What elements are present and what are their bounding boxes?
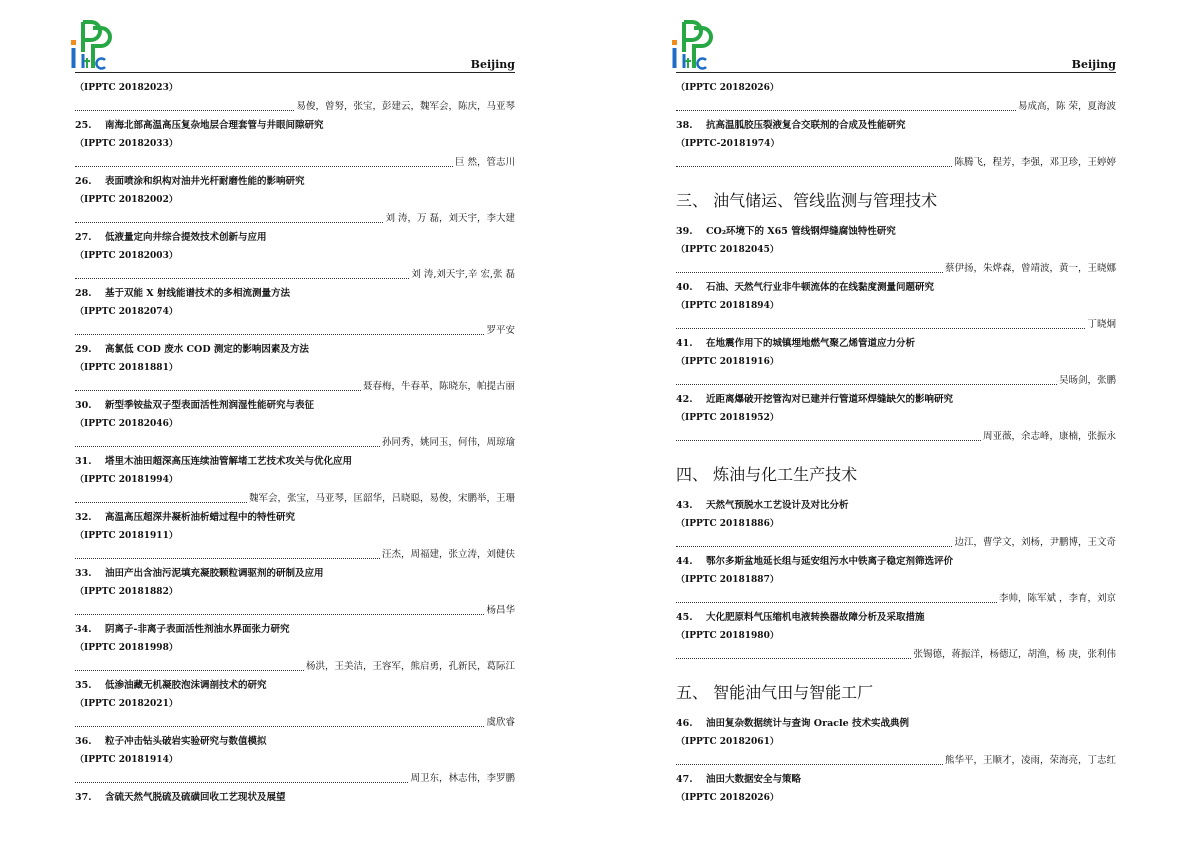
- author-line: [75, 321, 515, 341]
- paper-number: 46.: [676, 718, 693, 729]
- author-line: [75, 153, 515, 173]
- right-page: [676, 0, 1116, 842]
- paper-code: （IPPTC 20181894）: [676, 301, 779, 311]
- paper-code: （IPPTC 20181886）: [676, 519, 779, 529]
- dot-leader: [75, 110, 294, 111]
- paper-code: （IPPTC 20182021）: [75, 699, 178, 709]
- dot-leader: [676, 272, 943, 273]
- paper-title-text: 低液量定向井综合提效技术创新与应用: [105, 232, 267, 243]
- paper-number: 29.: [75, 344, 92, 355]
- left-page: [75, 0, 515, 842]
- author-names: 虞欣睿: [486, 717, 515, 728]
- author-line: [75, 713, 515, 733]
- paper-number: 38.: [676, 120, 693, 131]
- author-names: 边江，曹学文，刘杨，尹鹏博，王文奇: [954, 537, 1116, 548]
- paper-title: [676, 715, 1116, 733]
- paper-title-text: 高温高压超深井凝析油析蜡过程中的特性研究: [105, 512, 296, 523]
- dot-leader: [75, 670, 304, 671]
- author-names: 巨 然，管志川: [454, 157, 515, 168]
- dot-leader: [75, 166, 453, 167]
- paper-code: （IPPTC 20182003）: [75, 251, 178, 261]
- dot-leader: [75, 390, 361, 391]
- header-location: Beijing: [1071, 58, 1116, 71]
- dot-leader: [676, 328, 1085, 329]
- paper-title-text: 油田复杂数据统计与查询 Oracle 技术实战典例: [706, 718, 909, 729]
- author-line: [75, 601, 515, 621]
- paper-title: [676, 771, 1116, 789]
- dot-leader: [676, 440, 981, 441]
- paper-number: 40.: [676, 282, 693, 293]
- author-line: [75, 489, 515, 509]
- paper-number: 47.: [676, 774, 693, 785]
- author-names: 汪杰，周福建，张立涛，刘健伕: [381, 549, 515, 560]
- author-line: [676, 371, 1116, 391]
- author-line: [676, 259, 1116, 279]
- section-heading: 五、 智能油气田与智能工厂: [676, 683, 874, 702]
- author-line: [676, 751, 1116, 771]
- author-names: 杨昌华: [486, 605, 515, 616]
- paper-title: [676, 609, 1116, 627]
- author-names: 李帅，陈军斌 ，李育，刘京: [998, 593, 1116, 604]
- header-location: Beijing: [470, 58, 515, 71]
- author-line: [75, 433, 515, 453]
- paper-code: （IPPTC 20181916）: [676, 357, 779, 367]
- paper-code: （IPPTC 20182074）: [75, 307, 178, 317]
- paper-number: 45.: [676, 612, 693, 623]
- paper-title: [75, 733, 515, 751]
- dot-leader: [676, 110, 1016, 111]
- paper-code: （IPPTC 20181998）: [75, 643, 178, 653]
- paper-title-text: 塔里木油田超深高压连续油管解堵工艺技术攻关与优化应用: [105, 456, 353, 467]
- author-names: 罗平安: [486, 325, 515, 336]
- author-names: 熊华平，王顺才，凌雨，荣海亮，丁志红: [944, 755, 1116, 766]
- paper-title: [75, 621, 515, 639]
- paper-title: [676, 279, 1116, 297]
- dot-leader: [75, 222, 383, 223]
- paper-title-text: 低渗油藏无机凝胶泡沫调剖技术的研究: [105, 680, 267, 691]
- paper-title: [75, 509, 515, 527]
- paper-code: （IPPTC 20181887）: [676, 575, 779, 585]
- dot-leader: [75, 726, 484, 727]
- dot-leader: [75, 782, 408, 783]
- paper-title: [676, 497, 1116, 515]
- author-names: 刘 涛，万 磊，刘天宇，李大建: [385, 213, 515, 224]
- paper-number: 31.: [75, 456, 92, 467]
- paper-code: （IPPTC 20181911）: [75, 531, 178, 541]
- paper-title-text: 天然气预脱水工艺设计及对比分析: [706, 500, 849, 511]
- paper-number: 41.: [676, 338, 693, 349]
- paper-title: [676, 335, 1116, 353]
- author-names: 聂春梅，牛春革，陈晓东，帕提古丽: [362, 381, 515, 392]
- author-line: [676, 97, 1116, 117]
- paper-number: 28.: [75, 288, 92, 299]
- dot-leader: [75, 446, 380, 447]
- paper-title: [75, 117, 515, 135]
- author-line: [75, 265, 515, 285]
- paper-title-text: 鄂尔多斯盆地延长组与延安组污水中铁离子稳定剂筛选评价: [706, 556, 954, 567]
- paper-title-text: 含硫天然气脱硫及硫磺回收工艺现状及展望: [105, 792, 286, 803]
- paper-title-text: 表面喷涂和织构对油井光杆耐磨性能的影响研究: [105, 176, 305, 187]
- dot-leader: [676, 764, 943, 765]
- author-line: [75, 209, 515, 229]
- paper-title: [75, 677, 515, 695]
- dot-leader: [75, 334, 484, 335]
- author-line: [75, 545, 515, 565]
- paper-title-text: 新型季铵盐双子型表面活性剂润湿性能研究与表征: [105, 400, 315, 411]
- author-names: 孙同秀，姚同玉，何伟，周琼瑜: [381, 437, 515, 448]
- section-heading: 四、 炼油与化工生产技术: [676, 465, 858, 484]
- paper-number: 27.: [75, 232, 92, 243]
- paper-code: （IPPTC-20181974）: [676, 139, 780, 149]
- paper-code: （IPPTC 20182002）: [75, 195, 178, 205]
- dot-leader: [75, 502, 247, 503]
- author-line: [75, 657, 515, 677]
- author-line: [676, 315, 1116, 335]
- left-content: [75, 79, 515, 807]
- paper-number: 32.: [75, 512, 92, 523]
- paper-number: 30.: [75, 400, 92, 411]
- author-line: [75, 769, 515, 789]
- author-line: [75, 97, 515, 117]
- section-heading: 三、 油气储运、管线监测与管理技术: [676, 191, 938, 210]
- paper-title: [75, 173, 515, 191]
- dot-leader: [676, 384, 1057, 385]
- paper-title: [75, 565, 515, 583]
- author-names: 易俊，曾努，张宝，彭建云，魏军会，陈庆，马亚琴: [296, 101, 515, 112]
- header-rule: [75, 72, 515, 73]
- header-rule: [676, 72, 1116, 73]
- ipptc-logo-icon: [668, 18, 716, 72]
- author-names: 魏军会，张宝，马亚琴，匡韶华，吕晓聪，易俊，宋鹏举，王珊: [248, 493, 515, 504]
- paper-title: [676, 391, 1116, 409]
- paper-code: （IPPTC 20182045）: [676, 245, 779, 255]
- paper-number: 44.: [676, 556, 693, 567]
- dot-leader: [676, 166, 952, 167]
- paper-title: [676, 223, 1116, 241]
- paper-title-text: 油田大数据安全与策略: [706, 774, 802, 785]
- author-names: 陈腾飞，程芳，李强，邓卫珍，王婷婷: [954, 157, 1116, 168]
- dot-leader: [75, 614, 484, 615]
- paper-number: 42.: [676, 394, 693, 405]
- paper-code: （IPPTC 20181881）: [75, 363, 178, 373]
- dot-leader: [676, 546, 952, 547]
- paper-title-text: 油田产出含油污泥填充凝胶颗粒调驱剂的研制及应用: [105, 568, 324, 579]
- paper-number: 37.: [75, 792, 92, 803]
- author-line: [676, 589, 1116, 609]
- paper-code: （IPPTC 20181952）: [676, 413, 779, 423]
- paper-title: [75, 229, 515, 247]
- paper-title-text: 基于双能 X 射线能谱技术的多相流测量方法: [105, 288, 290, 299]
- author-names: 丁晓炯: [1087, 319, 1116, 330]
- paper-code: （IPPTC 20182046）: [75, 419, 178, 429]
- paper-code: （IPPTC 20182023）: [75, 83, 178, 93]
- paper-title-text: 阴离子-非离子表面活性剂油水界面张力研究: [105, 624, 290, 635]
- paper-code: （IPPTC 20181882）: [75, 587, 178, 597]
- paper-number: 43.: [676, 500, 693, 511]
- author-names: 吴旸剑，张鹏: [1058, 375, 1116, 386]
- paper-title: [75, 285, 515, 303]
- paper-title-text: 高氯低 COD 废水 COD 测定的影响因素及方法: [105, 344, 309, 355]
- author-names: 张锡德，蒋振洋，杨德辽，胡渔，杨 庚，张利伟: [913, 649, 1116, 660]
- author-line: [676, 645, 1116, 665]
- paper-code: （IPPTC 20181994）: [75, 475, 178, 485]
- author-line: [676, 427, 1116, 447]
- paper-number: 25.: [75, 120, 92, 131]
- paper-title: [75, 789, 515, 807]
- paper-code: （IPPTC 20182061）: [676, 737, 779, 747]
- author-names: 周亚薇，余志峰，康楠，张振永: [982, 431, 1116, 442]
- author-names: 易成高，陈 荣，夏海波: [1017, 101, 1116, 112]
- author-line: [676, 533, 1116, 553]
- paper-number: 34.: [75, 624, 92, 635]
- dot-leader: [676, 602, 997, 603]
- paper-title: [75, 453, 515, 471]
- paper-title: [75, 341, 515, 359]
- ipptc-logo-icon: [67, 18, 115, 72]
- paper-title: [676, 117, 1116, 135]
- author-names: 周卫东，林志伟，李罗鹏: [410, 773, 515, 784]
- paper-number: 33.: [75, 568, 92, 579]
- right-content: [676, 79, 1116, 807]
- paper-title-text: 在地震作用下的城镇埋地燃气聚乙烯管道应力分析: [706, 338, 916, 349]
- paper-code: （IPPTC 20181980）: [676, 631, 779, 641]
- dot-leader: [676, 658, 911, 659]
- paper-title-text: 大化肥原料气压缩机电液转换器故障分析及采取措施: [706, 612, 925, 623]
- paper-number: 39.: [676, 226, 693, 237]
- paper-code: （IPPTC 20182026）: [676, 83, 779, 93]
- paper-title: [676, 553, 1116, 571]
- author-names: 杨洪，王美洁，王容军，熊启勇，孔新民，葛际江: [305, 661, 515, 672]
- author-line: [75, 377, 515, 397]
- paper-title-text: 南海北部高温高压复杂地层合理套管与井眼间隙研究: [105, 120, 324, 131]
- dot-leader: [75, 558, 380, 559]
- author-names: 蔡伊扬，朱烨森，曾靖波，黄一，王晓娜: [944, 263, 1116, 274]
- paper-code: （IPPTC 20181914）: [75, 755, 178, 765]
- paper-title-text: 近距离爆破开挖管沟对已建并行管道环焊缝缺欠的影响研究: [706, 394, 954, 405]
- author-names: 刘 涛,刘天宇,辛 宏,张 磊: [411, 269, 515, 280]
- paper-title-text: 粒子冲击钻头破岩实验研究与数值模拟: [105, 736, 267, 747]
- paper-code: （IPPTC 20182026）: [676, 793, 779, 803]
- dot-leader: [75, 278, 409, 279]
- paper-title: [75, 397, 515, 415]
- paper-title-text: CO₂环境下的 X65 管线钢焊缝腐蚀特性研究: [706, 226, 896, 237]
- paper-code: （IPPTC 20182033）: [75, 139, 178, 149]
- paper-number: 26.: [75, 176, 92, 187]
- paper-title-text: 抗高温胍胶压裂液复合交联剂的合成及性能研究: [706, 120, 906, 131]
- paper-title-text: 石油、天然气行业非牛顿流体的在线黏度测量问题研究: [706, 282, 935, 293]
- author-line: [676, 153, 1116, 173]
- paper-number: 36.: [75, 736, 92, 747]
- paper-number: 35.: [75, 680, 92, 691]
